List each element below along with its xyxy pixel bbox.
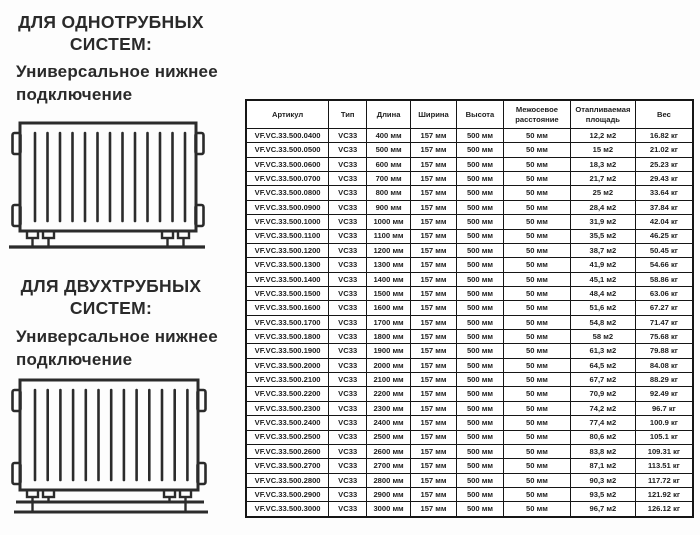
table-cell: 79.88 кг [635, 344, 693, 358]
table-cell: 41,9 м2 [570, 258, 635, 272]
table-cell: 50 мм [503, 358, 570, 372]
table-cell: 31,9 м2 [570, 215, 635, 229]
table-cell: VF.VC.33.500.2500 [246, 430, 329, 444]
table-cell: 157 мм [410, 401, 456, 415]
table-cell: VF.VC.33.500.0800 [246, 186, 329, 200]
table-cell: 1200 мм [367, 243, 411, 257]
table-cell: 2400 мм [367, 416, 411, 430]
table-cell: 157 мм [410, 143, 456, 157]
table-cell: 2800 мм [367, 473, 411, 487]
table-cell: 96,7 м2 [570, 502, 635, 517]
table-cell: 48,4 м2 [570, 286, 635, 300]
table-cell: 157 мм [410, 129, 456, 143]
table-cell: 105.1 кг [635, 430, 693, 444]
table-cell: 1600 мм [367, 301, 411, 315]
table-cell: 12,2 м2 [570, 129, 635, 143]
table-cell: 500 мм [457, 416, 504, 430]
table-cell: 29.43 кг [635, 172, 693, 186]
table-row [246, 143, 693, 157]
table-cell: 77,4 м2 [570, 416, 635, 430]
table-cell: 67.27 кг [635, 301, 693, 315]
column-header: Отапливаемая площадь [570, 100, 635, 129]
table-cell: VC33 [329, 301, 367, 315]
table-row [246, 444, 693, 458]
table-cell: 25 м2 [570, 186, 635, 200]
table-cell: 500 мм [457, 330, 504, 344]
table-cell: VF.VC.33.500.2100 [246, 373, 329, 387]
table-cell: 157 мм [410, 459, 456, 473]
table-row [246, 358, 693, 372]
table-cell: 500 мм [457, 487, 504, 501]
table-cell: 2100 мм [367, 373, 411, 387]
table-cell: 1400 мм [367, 272, 411, 286]
table-cell: 2300 мм [367, 401, 411, 415]
table-cell: VF.VC.33.500.1700 [246, 315, 329, 329]
table-row [246, 373, 693, 387]
table-cell: 157 мм [410, 502, 456, 517]
table-row [246, 387, 693, 401]
table-cell: 35,5 м2 [570, 229, 635, 243]
table-cell: VC33 [329, 258, 367, 272]
table-cell: 157 мм [410, 473, 456, 487]
two-pipe-section-heading: ДЛЯ ДВУХТРУБНЫХ СИСТЕМ: [20, 276, 202, 319]
table-row [246, 315, 693, 329]
table-cell: 2900 мм [367, 487, 411, 501]
table-cell: 21,7 м2 [570, 172, 635, 186]
table-row [246, 229, 693, 243]
table-row [246, 487, 693, 501]
table-cell: VF.VC.33.500.2700 [246, 459, 329, 473]
table-cell: VF.VC.33.500.1200 [246, 243, 329, 257]
table-cell: 50 мм [503, 459, 570, 473]
table-cell: VC33 [329, 387, 367, 401]
column-header: Вес [635, 100, 693, 129]
table-cell: 1500 мм [367, 286, 411, 300]
table-row [246, 459, 693, 473]
table-cell: 800 мм [367, 186, 411, 200]
table-cell: 50 мм [503, 502, 570, 517]
table-cell: 33.64 кг [635, 186, 693, 200]
radiator-single-pipe-bottom-connection-icon [6, 114, 214, 259]
table-cell: 50 мм [503, 200, 570, 214]
table-cell: VF.VC.33.500.1500 [246, 286, 329, 300]
table-cell: VC33 [329, 157, 367, 171]
table-cell: 500 мм [457, 401, 504, 415]
table-cell: 50 мм [503, 487, 570, 501]
table-cell: 500 мм [457, 301, 504, 315]
table-cell: 18,3 м2 [570, 157, 635, 171]
table-cell: 500 мм [457, 200, 504, 214]
table-cell: 38,7 м2 [570, 243, 635, 257]
table-cell: 157 мм [410, 243, 456, 257]
table-row [246, 186, 693, 200]
table-cell: 70,9 м2 [570, 387, 635, 401]
column-header: Длина [367, 100, 411, 129]
table-cell: 50 мм [503, 143, 570, 157]
table-row [246, 215, 693, 229]
table-cell: 500 мм [457, 444, 504, 458]
table-cell: 75.68 кг [635, 330, 693, 344]
table-body [246, 129, 693, 518]
table-cell: VC33 [329, 286, 367, 300]
table-cell: VC33 [329, 143, 367, 157]
table-row [246, 330, 693, 344]
table-cell: VC33 [329, 459, 367, 473]
table-cell: 50 мм [503, 301, 570, 315]
table-cell: 157 мм [410, 358, 456, 372]
table-cell: 500 мм [457, 286, 504, 300]
table-cell: 1700 мм [367, 315, 411, 329]
table-cell: 157 мм [410, 373, 456, 387]
table-cell: VF.VC.33.500.2400 [246, 416, 329, 430]
table-cell: VC33 [329, 186, 367, 200]
table-cell: VF.VC.33.500.0900 [246, 200, 329, 214]
table-cell: 50 мм [503, 416, 570, 430]
table-cell: 157 мм [410, 301, 456, 315]
table-cell: 3000 мм [367, 502, 411, 517]
table-cell: 500 мм [457, 459, 504, 473]
table-cell: 50 мм [503, 286, 570, 300]
table-cell: VC33 [329, 272, 367, 286]
table-cell: 157 мм [410, 344, 456, 358]
table-cell: 46.25 кг [635, 229, 693, 243]
radiator-two-pipe-bottom-connection-icon [6, 373, 216, 526]
column-header: Тип [329, 100, 367, 129]
table-cell: 157 мм [410, 444, 456, 458]
table-cell: 50 мм [503, 315, 570, 329]
table-cell: 600 мм [367, 157, 411, 171]
table-cell: 500 мм [457, 473, 504, 487]
table-cell: 500 мм [457, 186, 504, 200]
table-cell: 500 мм [457, 143, 504, 157]
table-row [246, 401, 693, 415]
table-cell: 500 мм [457, 229, 504, 243]
table-cell: 157 мм [410, 186, 456, 200]
table-cell: 50 мм [503, 129, 570, 143]
single-pipe-section-heading: ДЛЯ ОДНОТРУБНЫХ СИСТЕМ: [18, 12, 204, 55]
table-cell: 500 мм [457, 215, 504, 229]
table-cell: 42.04 кг [635, 215, 693, 229]
table-cell: VF.VC.33.500.2300 [246, 401, 329, 415]
table-cell: 2500 мм [367, 430, 411, 444]
table-cell: 50 мм [503, 430, 570, 444]
table-cell: VC33 [329, 444, 367, 458]
column-header: Артикул [246, 100, 329, 129]
table-cell: 90,3 м2 [570, 473, 635, 487]
table-row [246, 416, 693, 430]
table-cell: VF.VC.33.500.1800 [246, 330, 329, 344]
table-row [246, 243, 693, 257]
table-cell: VC33 [329, 430, 367, 444]
table-cell: 50 мм [503, 373, 570, 387]
table-cell: 50 мм [503, 473, 570, 487]
table-cell: 2600 мм [367, 444, 411, 458]
table-cell: 157 мм [410, 229, 456, 243]
table-cell: 157 мм [410, 387, 456, 401]
table-cell: 157 мм [410, 286, 456, 300]
table-cell: 50 мм [503, 444, 570, 458]
table-header-row [246, 100, 693, 129]
table-cell: VF.VC.33.500.0600 [246, 157, 329, 171]
table-cell: VC33 [329, 172, 367, 186]
table-cell: 92.49 кг [635, 387, 693, 401]
table-cell: 157 мм [410, 258, 456, 272]
table-cell: 15 м2 [570, 143, 635, 157]
table-cell: 50 мм [503, 387, 570, 401]
table-cell: 500 мм [457, 315, 504, 329]
table-cell: 80,6 м2 [570, 430, 635, 444]
table-cell: 500 мм [457, 129, 504, 143]
table-cell: VF.VC.33.500.2200 [246, 387, 329, 401]
column-header: Межосевое расстояние [503, 100, 570, 129]
table-row [246, 172, 693, 186]
table-cell: 1800 мм [367, 330, 411, 344]
table-cell: 16.82 кг [635, 129, 693, 143]
table-cell: VF.VC.33.500.1000 [246, 215, 329, 229]
table-cell: 50 мм [503, 258, 570, 272]
table-cell: 61,3 м2 [570, 344, 635, 358]
table-cell: 50 мм [503, 330, 570, 344]
table-cell: VC33 [329, 330, 367, 344]
table-cell: VF.VC.33.500.0700 [246, 172, 329, 186]
table-cell: 500 мм [457, 430, 504, 444]
table-cell: VF.VC.33.500.0400 [246, 129, 329, 143]
table-cell: 157 мм [410, 487, 456, 501]
table-cell: VC33 [329, 487, 367, 501]
table-row [246, 473, 693, 487]
table-cell: 500 мм [457, 157, 504, 171]
table-cell: VC33 [329, 243, 367, 257]
table-cell: 50 мм [503, 243, 570, 257]
table-row [246, 286, 693, 300]
table-cell: 700 мм [367, 172, 411, 186]
table-cell: 117.72 кг [635, 473, 693, 487]
table-header-row [246, 100, 693, 129]
table-cell: 54.66 кг [635, 258, 693, 272]
table-cell: VC33 [329, 315, 367, 329]
table-cell: 157 мм [410, 330, 456, 344]
table-row [246, 272, 693, 286]
table-cell: VC33 [329, 344, 367, 358]
table-cell: 96.7 кг [635, 401, 693, 415]
table-cell: 50 мм [503, 272, 570, 286]
table-cell: 500 мм [457, 243, 504, 257]
table-cell: 157 мм [410, 416, 456, 430]
two-pipe-section-subheading: Универсальное нижнее подключение [16, 327, 218, 369]
single-pipe-section-subheading: Универсальное нижнее подключение [16, 62, 218, 104]
table-cell: 21.02 кг [635, 143, 693, 157]
table-cell: 500 мм [457, 272, 504, 286]
column-header: Ширина [410, 100, 456, 129]
table-cell: VC33 [329, 129, 367, 143]
table-cell: 50 мм [503, 229, 570, 243]
table-cell: 37.84 кг [635, 200, 693, 214]
table-cell: 100.9 кг [635, 416, 693, 430]
table-cell: 500 мм [457, 258, 504, 272]
table-cell: 126.12 кг [635, 502, 693, 517]
table-cell: 25.23 кг [635, 157, 693, 171]
table-cell: 50 мм [503, 344, 570, 358]
table-cell: VF.VC.33.500.2800 [246, 473, 329, 487]
table-cell: 2700 мм [367, 459, 411, 473]
table-cell: 83,8 м2 [570, 444, 635, 458]
table-cell: VF.VC.33.500.1900 [246, 344, 329, 358]
table-cell: VC33 [329, 229, 367, 243]
table-cell: 1000 мм [367, 215, 411, 229]
table-row [246, 430, 693, 444]
table-cell: VC33 [329, 473, 367, 487]
table-cell: VC33 [329, 358, 367, 372]
table-cell: 109.31 кг [635, 444, 693, 458]
column-header: Высота [457, 100, 504, 129]
table-cell: 157 мм [410, 215, 456, 229]
table-cell: 74,2 м2 [570, 401, 635, 415]
table-cell: 67,7 м2 [570, 373, 635, 387]
table-cell: 500 мм [457, 373, 504, 387]
table-cell: VF.VC.33.500.0500 [246, 143, 329, 157]
table-cell: 900 мм [367, 200, 411, 214]
table-cell: 87,1 м2 [570, 459, 635, 473]
table-cell: 45,1 м2 [570, 272, 635, 286]
table-cell: 50 мм [503, 401, 570, 415]
table-cell: VF.VC.33.500.2900 [246, 487, 329, 501]
table-cell: 157 мм [410, 157, 456, 171]
table-cell: 157 мм [410, 272, 456, 286]
table-cell: 500 мм [457, 172, 504, 186]
table-cell: VC33 [329, 200, 367, 214]
table-cell: 157 мм [410, 200, 456, 214]
table-cell: VC33 [329, 502, 367, 517]
table-cell: 1300 мм [367, 258, 411, 272]
table-cell: 51,6 м2 [570, 301, 635, 315]
table-cell: 71.47 кг [635, 315, 693, 329]
table-cell: 157 мм [410, 172, 456, 186]
table-cell: 58.86 кг [635, 272, 693, 286]
table-cell: 50 мм [503, 157, 570, 171]
table-cell: VC33 [329, 401, 367, 415]
table-cell: 64,5 м2 [570, 358, 635, 372]
table-cell: 121.92 кг [635, 487, 693, 501]
table-cell: 58 м2 [570, 330, 635, 344]
table-cell: 63.06 кг [635, 286, 693, 300]
table-cell: 113.51 кг [635, 459, 693, 473]
table-cell: VF.VC.33.500.1600 [246, 301, 329, 315]
table-cell: 88.29 кг [635, 373, 693, 387]
table-cell: VC33 [329, 373, 367, 387]
table-row [246, 344, 693, 358]
table-cell: 2200 мм [367, 387, 411, 401]
table-cell: VF.VC.33.500.3000 [246, 502, 329, 517]
table-cell: 50 мм [503, 186, 570, 200]
table-row [246, 502, 693, 517]
table-cell: 157 мм [410, 315, 456, 329]
table-cell: 2000 мм [367, 358, 411, 372]
table-cell: 50.45 кг [635, 243, 693, 257]
table-cell: VF.VC.33.500.1400 [246, 272, 329, 286]
table-cell: 50 мм [503, 172, 570, 186]
table-row [246, 301, 693, 315]
table-cell: 500 мм [367, 143, 411, 157]
table-cell: 400 мм [367, 129, 411, 143]
table-cell: VC33 [329, 215, 367, 229]
table-cell: 28,4 м2 [570, 200, 635, 214]
table-cell: VC33 [329, 416, 367, 430]
table-cell: 1900 мм [367, 344, 411, 358]
table-cell: 54,8 м2 [570, 315, 635, 329]
table-row [246, 157, 693, 171]
table-cell: VF.VC.33.500.2600 [246, 444, 329, 458]
table-cell: 500 мм [457, 358, 504, 372]
table-cell: VF.VC.33.500.2000 [246, 358, 329, 372]
table-cell: 500 мм [457, 387, 504, 401]
table-cell: 50 мм [503, 215, 570, 229]
table-cell: 500 мм [457, 344, 504, 358]
table-row [246, 200, 693, 214]
table-cell: 84.08 кг [635, 358, 693, 372]
table-cell: 500 мм [457, 502, 504, 517]
table-cell: 93,5 м2 [570, 487, 635, 501]
table-row [246, 129, 693, 143]
table-cell: VF.VC.33.500.1300 [246, 258, 329, 272]
table-cell: VF.VC.33.500.1100 [246, 229, 329, 243]
table-cell: 157 мм [410, 430, 456, 444]
radiator-spec-table [245, 99, 694, 518]
table-cell: 1100 мм [367, 229, 411, 243]
table-row [246, 258, 693, 272]
